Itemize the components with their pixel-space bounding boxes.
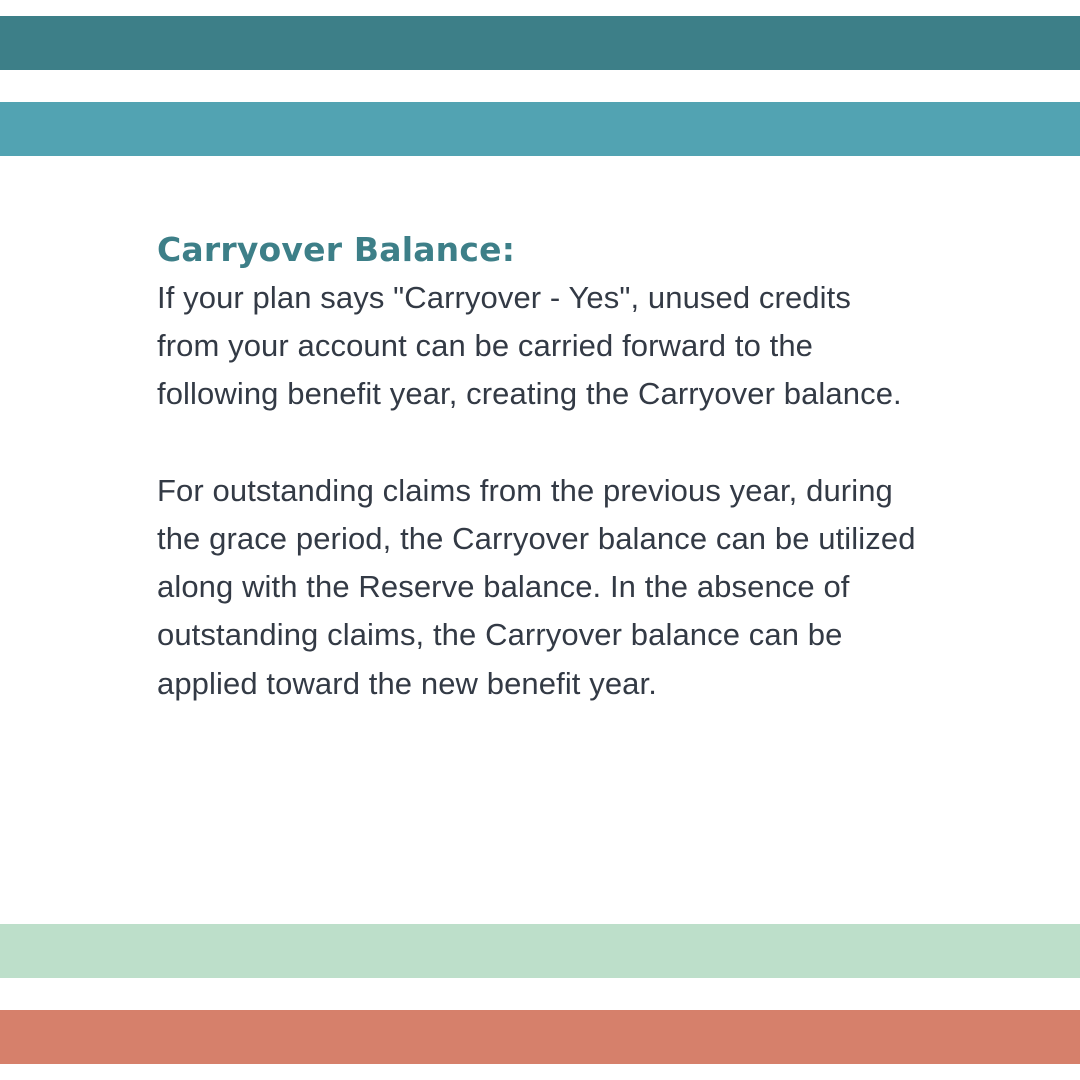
- card-paragraph-2: For outstanding claims from the previous year, during the grace period, the Carryover balance can be utilized along with the Reserve balance. In the absence of outstanding claims, the Carryover balance can be applied toward the new benefit year.: [157, 472, 916, 701]
- bottom-stripe-coral: [0, 1010, 1080, 1064]
- card-paragraph-1: If your plan says "Carryover - Yes", unused credits from your account can be carried forward to the following benefit year, creating the Carryover balance.: [157, 280, 902, 412]
- top-stripe-dark-teal: [0, 16, 1080, 70]
- card-heading: Carryover Balance:: [157, 230, 516, 269]
- info-card: [157, 226, 917, 708]
- bottom-stripe-mint: [0, 924, 1080, 978]
- top-stripe-light-teal: [0, 102, 1080, 156]
